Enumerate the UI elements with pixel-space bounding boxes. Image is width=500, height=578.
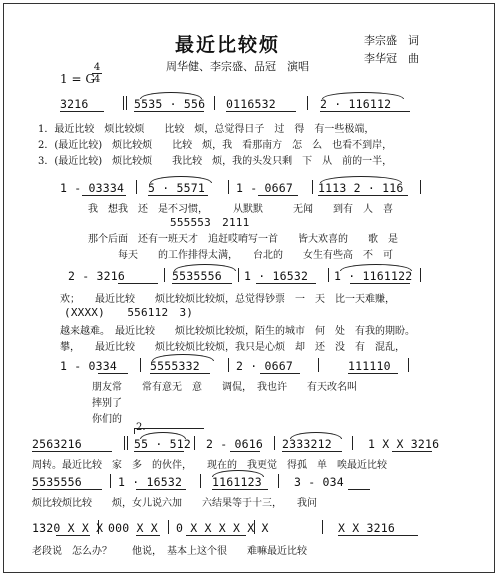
lyric-line: 摔别了 <box>92 398 122 409</box>
lyric-line: 越来越难。 最近比较 烦比较烦比较烦，陌生的城市 何 处 有我的期盼。 <box>60 326 415 337</box>
notation-measure: 1 - 0667 <box>236 181 293 195</box>
notation-measure: X X 3216 <box>338 521 395 535</box>
lyric-line: 我 想我 还 是不习惯， 从默默 无闻 到有 人 喜 <box>88 204 393 215</box>
notation-measure: 5535 · 556 <box>134 97 206 111</box>
lyric-line: 每天 的工作排得太满， 台北的 女生有些高 不 可 <box>118 250 393 261</box>
notation-measure: 1113 2 · 116 <box>318 181 404 195</box>
notation-measure: 5535556 <box>32 475 82 489</box>
time-signature <box>92 62 102 85</box>
lyric-line: 欢； 最近比较 烦比较烦比较烦，总觉得钞票 一 天 比一天难赚， <box>60 294 395 305</box>
key-signature: 1 = G <box>60 72 95 86</box>
notation-measure: 1161123 <box>212 475 262 489</box>
notation-measure: 1 X X 3216 <box>368 437 440 451</box>
lyric-line: 周转。最近比较 家 多 的伙伴， 现在的 我更觉 得孤 单 唉最近比较 <box>32 460 387 471</box>
lyric-line: 朋友常 常有意无 意 调侃， 我也许 有天改名叫 <box>92 382 357 393</box>
performers: 周华健、李宗盛、品冠 演唱 <box>166 60 309 73</box>
notation-measure: 2 · 0667 <box>236 359 293 373</box>
time-signature-bottom: 4 <box>93 74 101 85</box>
notation-measure: 2563216 <box>32 437 82 451</box>
notation-measure: 1 · 16532 <box>118 475 183 489</box>
lyric-line: 2．(最近比较) 烦比较烦 比较 烦，我 看那南方 怎 么 也看不到岸， <box>38 140 393 151</box>
notation-measure: 55 · 512 <box>134 437 191 451</box>
lyric-line: 1．最近比较 烦比较烦 比较 烦，总觉得日子 过 得 有一些极端， <box>38 124 375 135</box>
notation-measure: 1 · 1161122 <box>334 269 413 283</box>
lyric-line: 攀， 最近比较 烦比较烦比较烦，我只是心烦 却 还 没 有 混乱， <box>60 342 405 353</box>
notation-measure: 5 · 5571 <box>148 181 205 195</box>
notation-measure: 1 - 03334 <box>60 181 125 195</box>
bracket-notation: 555553 2111 <box>170 216 250 229</box>
notation-measure: 2 - 3216 <box>68 269 125 283</box>
notation-measure: 111110 <box>348 359 391 373</box>
song-title: 最近比较烦 <box>175 34 281 56</box>
notation-measure: 2 - 0616 <box>206 437 263 451</box>
lyric-line: 3．(最近比较) 烦比较烦 我比较 烦，我的头发只剩 下 从 前的一半， <box>38 156 393 167</box>
lyricist-credit: 李宗盛 词 <box>364 34 419 47</box>
notation-measure: 5535556 <box>172 269 222 283</box>
time-signature-top: 4 <box>93 62 101 73</box>
notation-measure: 1 · 16532 <box>244 269 309 283</box>
notation-measure: 0116532 <box>226 97 276 111</box>
notation-measure: 0 X X X X X X <box>176 521 269 535</box>
lyric-line: 烦比较烦比较 烦，女儿说六加 六结果等于十三， 我问 <box>32 498 317 509</box>
notation-measure: 3 - 034 <box>294 475 344 489</box>
notation-measure: 2333212 <box>282 437 332 451</box>
notation-measure: 1 - 0334 <box>60 359 117 373</box>
notation-measure: 2 · 116112 <box>320 97 392 111</box>
bracket-notation: (XXXX) 556112 3) <box>64 306 194 319</box>
notation-measure: 5555332 <box>150 359 200 373</box>
lyric-line: 你们的 <box>92 414 122 425</box>
lyric-line: 那个后面 还有一班天才 追赶哎唷写一首 皆大欢喜的 歌 是 <box>88 234 398 245</box>
notation-measure: 000 X X <box>108 521 158 535</box>
notation-measure: 3216 <box>60 97 89 111</box>
notation-measure: 1320 X X X <box>32 521 104 535</box>
composer-credit: 李华冠 曲 <box>364 52 419 65</box>
lyric-line: 老段说 怎么办？ 他说， 基本上这个很 难嘛最近比较 <box>32 546 307 557</box>
